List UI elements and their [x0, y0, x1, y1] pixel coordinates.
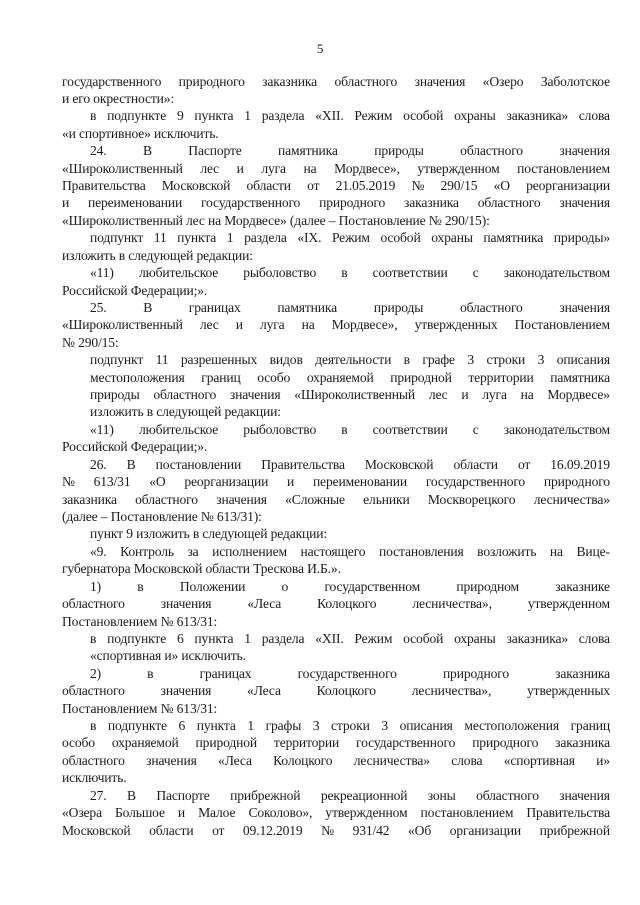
text-line: заказника областного значения «Сложные ельники Москворецкого лесничества»	[62, 491, 610, 507]
text-line: «Широколиственный лес и луга на Мордвесе», утвержденных Постановлением	[62, 317, 610, 333]
text-line: губернатора Московской области Трескова И.Б.».	[62, 561, 341, 577]
text-line: местоположения границ особо охраняемой природной территории памятника	[90, 369, 610, 385]
text-line: 26. В постановлении Правительства Московской области от 16.09.2019	[90, 456, 610, 472]
text-line: (далее – Постановление № 613/31):	[62, 509, 262, 524]
text-line: подпункт 11 разрешенных видов деятельности в графе 3 строки 3 описания	[90, 352, 610, 368]
text-line: пункт 9 изложить в следующей редакции:	[90, 526, 328, 542]
text-line: изложить в следующей редакции:	[62, 247, 253, 263]
text-line: Российской Федерации;».	[62, 439, 208, 455]
text-line: «Широколиственный лес на Мордвесе» (далее – Постановление № 290/15):	[62, 212, 490, 228]
text-line: областного значения «Леса Колоцкого лесничества», утвержденных	[62, 683, 610, 699]
page-number: 5	[316, 41, 324, 56]
text-line: 2) в границах государственного природного заказника	[90, 665, 610, 681]
text-line: Российской Федерации;».	[62, 282, 208, 298]
text-line: и переименовании государственного природного заказника областного значения	[62, 195, 610, 211]
text-line: областного значения «Леса Колоцкого лесничества», утвержденном	[62, 596, 610, 612]
text-line: государственного природного заказника областного значения «Озеро Заболотское	[62, 73, 610, 89]
text-line: 25. В границах памятника природы областного значения	[90, 299, 610, 315]
text-line: областного значения «Леса Колоцкого лесничества» слова «спортивная и»	[62, 752, 610, 768]
text-line: в подпункте 6 пункта 1 графы 3 строки 3 описания местоположения границ	[90, 718, 610, 734]
text-line: Постановлением № 613/31:	[62, 613, 218, 629]
text-line: изложить в следующей редакции:	[90, 404, 281, 420]
text-line: в подпункте 6 пункта 1 раздела «XII. Режим особой охраны заказника» слова	[90, 630, 610, 646]
text-line: «11) любительское рыболовство в соответствии с законодательством	[90, 421, 610, 437]
text-line: «и спортивное» исключить.	[62, 125, 219, 141]
text-line: Постановлением № 613/31:	[62, 700, 218, 716]
text-line: и его окрестности»:	[62, 90, 175, 106]
text-line: № 613/31 «О реорганизации и переименовании государственного природного	[62, 474, 610, 490]
text-line: «9. Контроль за исполнением настоящего постановления возложить на Вице-	[90, 543, 610, 559]
text-line: 1) в Положении о государственном природном заказнике	[90, 578, 610, 594]
text-line: в подпункте 9 пункта 1 раздела «XII. Режим особой охраны заказника» слова	[90, 108, 610, 124]
text-line: «Широколиственный лес и луга на Мордвесе», утвержденном постановлением	[62, 160, 610, 176]
text-line: особо охраняемой природной территории государственного природного заказника	[62, 735, 610, 751]
text-line: 24. В Паспорте памятника природы областного значения	[90, 143, 610, 159]
text-line: «11) любительское рыболовство в соответствии с законодательством	[90, 265, 610, 281]
text-line: Московской области от 09.12.2019 № 931/42 «Об организации прибрежной	[62, 822, 610, 838]
text-line: подпункт 11 пункта 1 раздела «IX. Режим особой охраны памятника природы»	[90, 230, 610, 246]
text-line: исключить.	[62, 770, 127, 786]
text-line: природы областного значения «Широколиственный лес и луга на Мордвесе»	[90, 387, 610, 403]
text-line: «спортивная и» исключить.	[90, 648, 246, 664]
text-line: 27. В Паспорте прибрежной рекреационной зоны областного значения	[90, 787, 610, 803]
text-line: № 290/15:	[62, 334, 119, 350]
text-line: «Озера Большое и Малое Соколово», утвержденном постановлением Правительства	[62, 805, 610, 821]
text-line: Правительства Московской области от 21.05.2019 № 290/15 «О реорганизации	[62, 178, 610, 194]
